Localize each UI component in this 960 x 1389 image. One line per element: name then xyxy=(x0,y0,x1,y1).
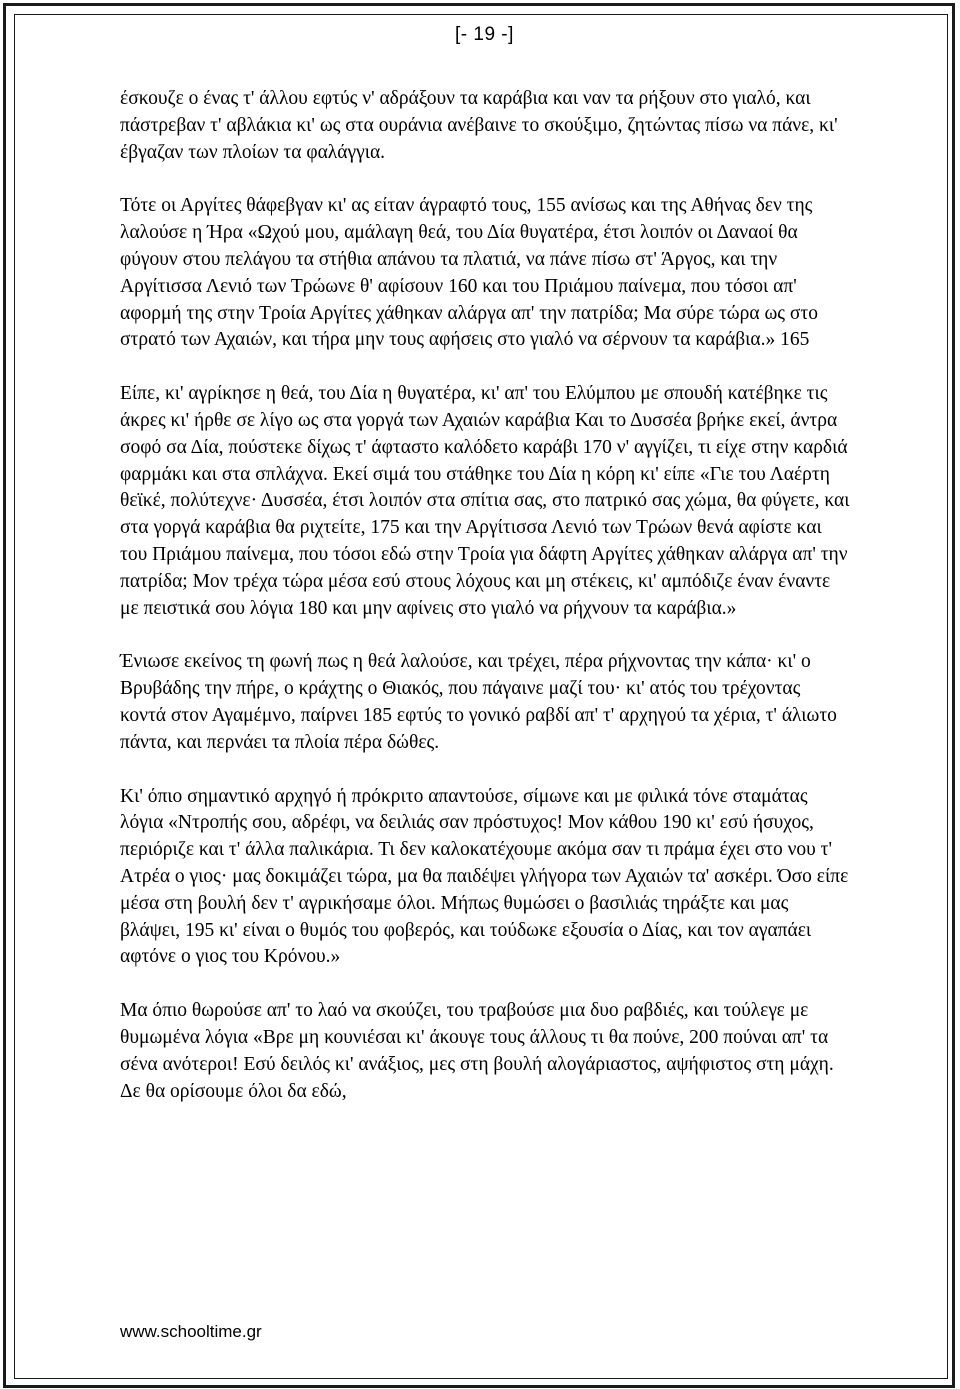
paragraph: Μα όπιο θωρούσε απ' το λαό να σκούζει, του τραβούσε μια δυο ραβδιές, και τούλεγε με θυμωμένα λόγια «Βρε μη κουνιέσαι κι' άκουγε τους άλλους τι θα πούνε, 200 πούναι απ' τα σένα ανότεροι! Εσύ δειλός κι' ανάξιος, μες στη βουλή αλογάριαστος, αψήφιστος στη μάχη. Δε θα ορίσουμε όλοι δα εδώ, xyxy=(120,1000,834,1102)
paragraph: Είπε, κι' αγρίκησε η θεά, του Δία η θυγατέρα, κι' απ' του Ελύμπου με σπουδή κατέβηκε τις άκρες κι' ήρθε σε λίγο ως στα γοργά των Αχαιών καράβια Και το Δυσσέα βρήκε εκεί, άντρα σοφό σα Δία, πούστεκε δίχως τ' άφταστο καλόδετο καράβι 170 ν' αγγίζει, τι είχε στην καρδιά φαρμάκι και στα σπλάχνα. Εκεί σιμά του στάθηκε του Δία η κόρη κι' είπε «Γιε του Λαέρτη θεϊκέ, πολύτεχνε· Δυσσέα, έτσι λοιπόν στα σπίτια σας, στο πατρικό σας χώμα, θα φύγετε, και στα γοργά καράβια θα ριχτείτε, 175 και την Αργίτισσα Λενιό των Τρώων θενά αφίστε και του Πριάμου παίνεμα, που τόσοι εδώ στην Τροία για δάφτη Αργίτες χάθηκαν αλάργα απ' την πατρίδα; Μον τρέχα τώρα μέσα εσύ στους λόχους και μη στέκεις, κι' αμπόδιζε έναν έναντε με πειστικά σου λόγια 180 και μην αφίνεις στο γιαλό να ρήχνουν τα καράβια.» xyxy=(120,383,850,619)
document-body xyxy=(120,86,850,1132)
paragraph: Κι' όπιο σημαντικό αρχηγό ή πρόκριτο απαντούσε, σίμωνε και με φιλικά τόνε σταμάτας λόγια «Ντροπής σου, αδρέφι, να δειλιάς σαν πρόστυχος! Μον κάθου 190 κι' εσύ ήσυχος, περιόριζε και τ' άλλα παλικάρια. Τι δεν καλοκατέχουμε ακόμα σαν τι πράμα έχει στο νου τ' Ατρέα ο γιος· μας δοκιμάζει τώρα, μα θα παιδέψει γλήγορα των Αχαιών τα' ασκέρι. Όσο είπε μέσα στη βουλή δεν τ' αγρικήσαμε όλοι. Μήπως θυμώσει ο βασιλιάς τηράξτε και μας βλάψει, 195 κι' είναι ο θυμός του φοβερός, και τούδωκε εξουσία ο Δίας, και τον αγαπάει αφτόνε ο γιος του Κρόνου.» xyxy=(120,785,849,968)
paragraph: Ένιωσε εκείνος τη φωνή πως η θεά λαλούσε, και τρέχει, πέρα ρήχνοντας την κάπα· κι' ο Βρυβάδης την πήρε, ο κράχτης ο Θιακός, που πάγαινε μαζί του· κι' ατός του τρέχοντας κοντά στον Αγαμέμνο, παίρνει 185 εφτύς το γονικό ραβδί απ' τ' αρχηγού τα χέρια, τ' άλιωτο πάντα, και περνάει τα πλοία πέρα δώθες. xyxy=(120,651,837,753)
page-number: [- 19 -] xyxy=(455,24,514,45)
paragraph: Τότε οι Αργίτες θάφεβγαν κι' ας είταν άγραφτό τους, 155 ανίσως και της Αθήνας δεν της λαλούσε η Ήρα «Ωχού μου, αμάλαγη θεά, του Δία θυγατέρα, έτσι λοιπόν οι Δαναοί θα φύγουν στου πελάγου τα στήθια απάνου τα πλατιά, να πάνε πίσω στ' Άργος, και την Αργίτισσα Λενιό των Τρώωνε θ' αφίσουν 160 και του Πριάμου παίνεμα, που τόσοι απ' αφορμή της στην Τροία Αργίτες χάθηκαν αλάργα απ' την πατρίδα; Μα σύρε τώρα ως στο στρατό των Αχαιών, και τήρα μην τους αφήσεις στο γιαλό να σέρνουν τα καράβια.» 165 xyxy=(120,195,818,351)
paragraph: έσκουζε ο ένας τ' άλλου εφτύς ν' αδράξουν τα καράβια και ναν τα ρήξουν στο γιαλό, και πάστρεβαν τ' αβλάκια κι' ως στα ουράνια ανέβαινε το σκούξιμο, ζητώντας πίσω να πάνε, κι' έβγαζαν των πλοίων τα φαλάγγια. xyxy=(120,88,838,163)
footer-website: www.schooltime.gr xyxy=(120,1322,262,1341)
